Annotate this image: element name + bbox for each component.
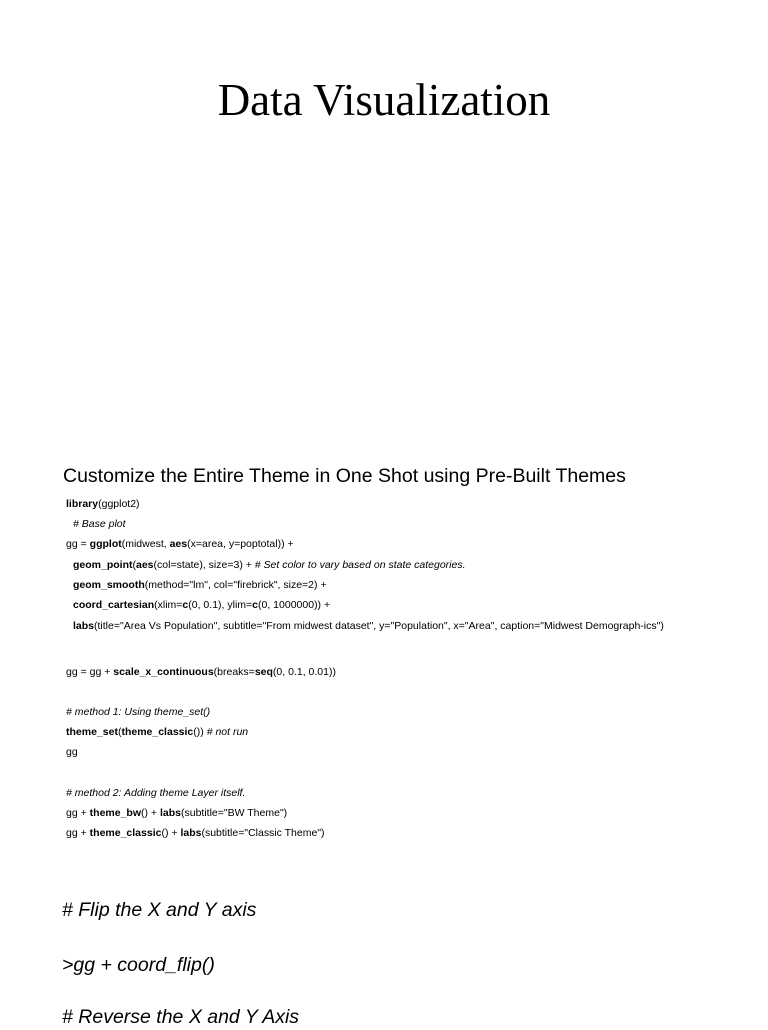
function-name: labs xyxy=(73,620,95,633)
code-text: (0, 1000000)) + xyxy=(258,599,331,612)
code-text: gg + xyxy=(66,827,90,840)
blank-line xyxy=(66,763,706,783)
code-text: (xlim= xyxy=(154,599,183,612)
page-title: Data Visualization xyxy=(217,75,551,125)
code-comment: # method 1: Using theme_set() xyxy=(66,705,211,718)
function-name: geom_smooth xyxy=(73,578,145,591)
code-line-base-plot-comment xyxy=(66,514,706,534)
code-text: (method="lm", col="firebrick", size=2) + xyxy=(144,578,327,591)
blank-line xyxy=(66,641,706,661)
code-comment: # not run xyxy=(206,726,249,739)
code-line-theme-bw xyxy=(66,803,706,823)
code-text: (midwest, xyxy=(121,538,170,551)
function-name: seq xyxy=(254,665,273,678)
code-text: gg = xyxy=(66,538,90,551)
function-name: theme_classic xyxy=(89,827,162,840)
code-text: (x=area, y=poptotal)) + xyxy=(187,538,294,551)
code-text: ( xyxy=(117,726,122,739)
function-name: c xyxy=(182,599,189,612)
code-comment: # method 2: Adding theme Layer itself. xyxy=(66,786,246,799)
code-line-coord-cartesian xyxy=(66,595,706,615)
function-name: coord_cartesian xyxy=(73,599,155,612)
code-text: gg + xyxy=(66,806,90,819)
function-name: ggplot xyxy=(89,538,122,551)
code-text: ( xyxy=(132,558,136,571)
function-name: aes xyxy=(169,538,188,551)
code-text: gg xyxy=(66,746,78,759)
code-line-labs xyxy=(66,615,698,641)
code-text: (subtitle="Classic Theme") xyxy=(201,827,325,840)
code-text: () + xyxy=(141,806,160,819)
code-line-geom-point xyxy=(66,555,706,575)
function-name: theme_set xyxy=(66,726,118,739)
function-name: library xyxy=(66,498,99,510)
section-heading: Customize the Entire Theme in One Shot using Pre-Built Themes xyxy=(63,465,626,487)
code-comment: # Set color to vary based on state categories. xyxy=(254,558,466,571)
function-name: geom_point xyxy=(73,558,133,571)
code-text: (title="Area Vs Population", subtitle="From midwest dataset", y="Population", x="Area", caption="Midwest Demograph-ics") xyxy=(94,620,664,633)
function-name: c xyxy=(252,599,259,612)
function-name: labs xyxy=(159,806,181,819)
code-line-gg xyxy=(66,742,706,762)
code-line-theme-classic xyxy=(66,823,706,843)
code-text: (ggplot2) xyxy=(98,498,140,510)
code-line-method1-comment xyxy=(66,702,706,722)
function-name: theme_classic xyxy=(121,726,194,739)
code-text: (0, 0.1, 0.01)) xyxy=(272,665,336,678)
code-comment: # Base plot xyxy=(73,518,126,531)
code-text: (subtitle="BW Theme") xyxy=(181,806,288,819)
code-text: ()) xyxy=(193,726,207,739)
code-line-theme-set xyxy=(66,722,706,742)
code-line-library xyxy=(66,494,706,514)
function-name: theme_bw xyxy=(89,806,142,819)
function-name: aes xyxy=(136,558,154,571)
blank-line xyxy=(66,682,706,702)
code-text: (breaks= xyxy=(213,665,255,678)
flip-axis-comment: # Flip the X and Y axis xyxy=(62,899,257,921)
code-text: (0, 0.1), ylim= xyxy=(188,599,253,612)
reverse-axis-comment: # Reverse the X and Y Axis xyxy=(62,1006,300,1028)
code-text: (col=state), size=3) + xyxy=(153,558,255,571)
code-block xyxy=(66,494,706,843)
code-line-geom-smooth xyxy=(66,575,706,595)
code-line-method2-comment xyxy=(66,783,706,803)
code-text: gg = gg + xyxy=(66,665,114,678)
code-text: () + xyxy=(161,827,181,840)
code-line-scale-x xyxy=(66,662,706,682)
function-name: scale_x_continuous xyxy=(113,665,214,678)
flip-axis-code: >gg + coord_flip() xyxy=(62,954,215,976)
code-line-ggplot xyxy=(66,534,706,554)
function-name: labs xyxy=(180,827,202,840)
